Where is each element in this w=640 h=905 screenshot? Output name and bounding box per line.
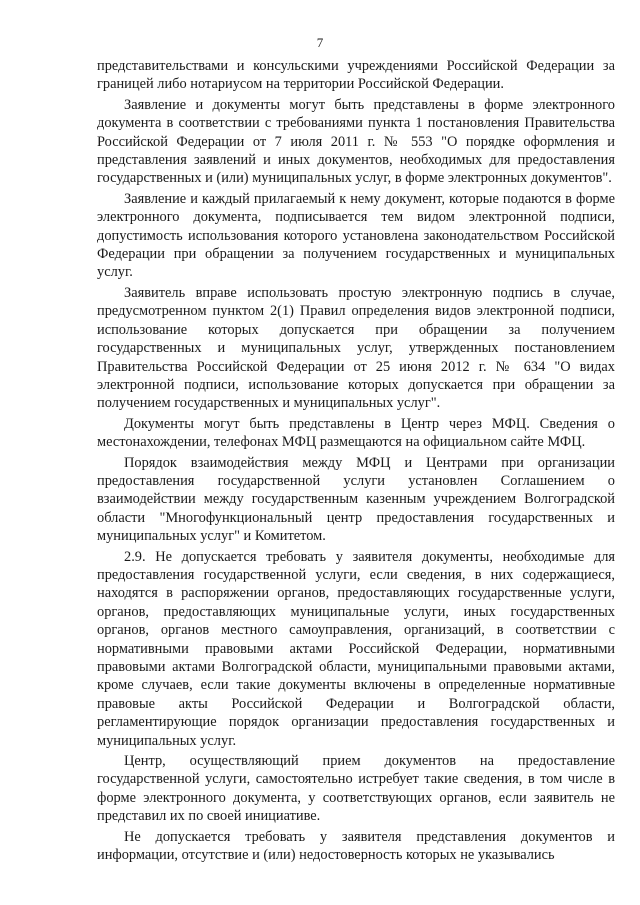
paragraph-electronic-signature: Заявление и каждый прилагаемый к нему документ, которые подаются в форме электронного документа, подписывается тем видом электронной подписи, допустимость использования которого установлена законодательством Российской Федерации при обращении за получением государственных и муниципальных услуг. [97, 190, 615, 281]
paragraph-mfc-submission: Документы могут быть представлены в Центр через МФЦ. Сведения о местонахождении, телефонах МФЦ размещаются на официальном сайте МФЦ. [97, 415, 615, 451]
page-number: 7 [316, 35, 324, 50]
document-body [97, 57, 615, 866]
paragraph-continuation: представительствами и консульскими учреждениями Российской Федерации за границей либо нотариусом на территории Российской Федерации. [97, 58, 615, 93]
paragraph-electronic-form: Заявление и документы могут быть представлены в форме электронного документа в соответствии с требованиями пункта 1 постановления Правительства Российской Федерации от 7 июля 2011 г. № 553 "О порядке оформления и представления заявлений и иных документов, необходимых для предоставления государственных и (или) муниципальных услуг, в форме электронных документов". [97, 96, 615, 187]
paragraph-mfc-interaction: Порядок взаимодействия между МФЦ и Центрами при организации предоставления государственной услуги установлен Соглашением о взаимодействии между государственным казенным учреждением Волгоградской области "Многофункциональный центр предоставления государственных и муниципальных услуг" и Комитетом. [97, 454, 615, 545]
paragraph-center-requests: Центр, осуществляющий прием документов на предоставление государственной услуги, самостоятельно истребует такие сведения, в том числе в форме электронного документа, у соответствующих органов, если заявитель не представил их по своей инициативе. [97, 753, 615, 825]
paragraph-simple-signature: Заявитель вправе использовать простую электронную подпись в случае, предусмотренном пунктом 2(1) Правил определения видов электронной подписи, использование которых допускается при обращении за получением государственных и муниципальных услуг, утвержденных постановлением Правительства Российской Федерации от 25 июня 2012 г. № 634 "О видах электронной подписи, использование которых допускается при обращении за получением государственных и муниципальных услуг". [97, 284, 615, 412]
paragraph-section-2-9: 2.9. Не допускается требовать у заявителя документы, необходимые для предоставления государственной услуги, если сведения, в них содержащиеся, находятся в распоряжении органов, предоставляющих государственные услуги, органов, предоставляющих муниципальные услуги, иных государственных органов, органов местного самоуправления, организаций, в соответствии с нормативными правовыми актами Российской Федерации, нормативными правовыми актами Волгоградской области, муниципальными правовыми актами, кроме случаев, если такие документы включены в определенные нормативные правовые акты Российской Федерации и Волгоградской области, регламентирующие порядок организации предоставления государственных и муниципальных услуг. [97, 548, 615, 749]
paragraph-not-allowed: Не допускается требовать у заявителя представления документов и информации, отсутствие и (или) недостоверность которых не указывались [97, 828, 615, 864]
